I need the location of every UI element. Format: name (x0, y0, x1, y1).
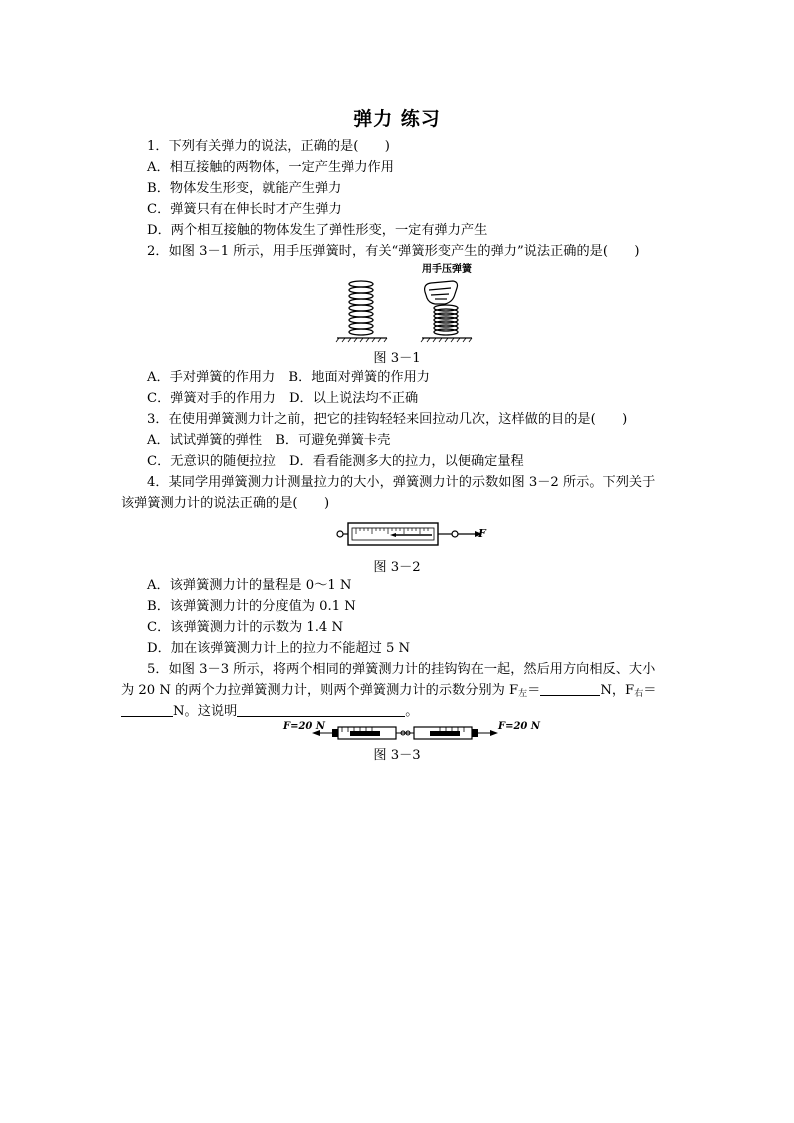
question-5-text-c: N。这说明 (173, 704, 238, 719)
figure-3-2-spring-scale (334, 519, 494, 551)
compressed-spring-icon (434, 305, 458, 335)
page-title: 弹力 练习 (353, 108, 441, 130)
answer-blank-right[interactable] (121, 702, 173, 717)
figure-3-3-caption: 图 3－3 (373, 748, 421, 763)
figure-3-1-caption: 图 3－1 (373, 351, 421, 366)
question-2-options-ab: A．手对弹簧的作用力 B．地面对弹簧的作用力 (147, 370, 430, 385)
question-1-option-b: B．物体发生形变，就能产生弹力 (147, 181, 342, 196)
figure-3-3-force-left: F=20 N (283, 721, 326, 732)
figure-3-2-caption: 图 3－2 (373, 560, 421, 575)
free-spring-icon (349, 281, 373, 335)
question-3-options-ab: A．试试弹簧的弹性 B．可避免弹簧卡壳 (147, 433, 391, 448)
question-1-option-c: C．弹簧只有在伸长时才产生弹力 (147, 202, 342, 217)
question-2-stem: 2．如图 3－1 所示，用手压弹簧时，有关“弹簧形变产生的弹力”说法正确的是( ) (147, 244, 640, 259)
question-5-stem-line-3 (121, 702, 418, 722)
equals-sign-2: ＝ (643, 683, 657, 698)
question-1-option-a: A．相互接触的两物体，一定产生弹力作用 (147, 160, 394, 175)
question-5-period: 。 (405, 704, 419, 719)
figure-3-3-force-right: F=20 N (498, 721, 541, 732)
question-1-option-d: D．两个相互接触的物体发生了弹性形变，一定有弹力产生 (147, 223, 488, 238)
hand-icon (425, 281, 458, 304)
question-4-option-c: C．该弹簧测力计的示数为 1.4 N (147, 620, 344, 635)
figure-3-3-two-scales (310, 722, 500, 742)
answer-blank-left[interactable] (540, 681, 600, 696)
question-5-text-a: 为 20 N 的两个力拉弹簧测力计，则两个弹簧测力计的示数分别为 F (121, 683, 519, 698)
figure-3-2-force-label: F (478, 527, 486, 540)
answer-blank-explanation[interactable] (237, 702, 405, 717)
question-4-option-a: A．该弹簧测力计的量程是 0～1 N (147, 578, 352, 593)
question-2-options-cd: C．弹簧对手的作用力 D．以上说法均不正确 (147, 391, 419, 406)
equals-sign: ＝ (527, 683, 541, 698)
figure-3-1-springs (325, 264, 475, 344)
question-5-stem-line-1: 5．如图 3－3 所示，将两个相同的弹簧测力计的挂钩钩在一起，然后用方向相反、大小 (147, 662, 656, 677)
question-4-stem-line-1: 4．某同学用弹簧测力计测量拉力的大小，弹簧测力计的示数如图 3－2 所示。下列关于 (147, 475, 656, 490)
question-4-option-b: B．该弹簧测力计的分度值为 0.1 N (147, 599, 356, 614)
subscript-left: 左 (518, 689, 528, 699)
question-3-options-cd: C．无意识的随便拉拉 D．看看能测多大的拉力，以便确定量程 (147, 454, 524, 469)
figure-3-1-label: 用手压弹簧 (422, 264, 472, 275)
question-3-stem: 3．在使用弹簧测力计之前，把它的挂钩轻轻来回拉动几次，这样做的目的是( ) (147, 412, 628, 427)
question-5-stem-line-2 (121, 681, 656, 704)
question-4-stem-line-2: 该弹簧测力计的说法正确的是( ) (121, 496, 330, 511)
subscript-right: 右 (634, 689, 644, 699)
question-5-text-b: N，F (600, 683, 635, 698)
question-4-option-d: D．加在该弹簧测力计上的拉力不能超过 5 N (147, 641, 411, 656)
question-1-stem: 1．下列有关弹力的说法，正确的是( ) (147, 139, 390, 154)
